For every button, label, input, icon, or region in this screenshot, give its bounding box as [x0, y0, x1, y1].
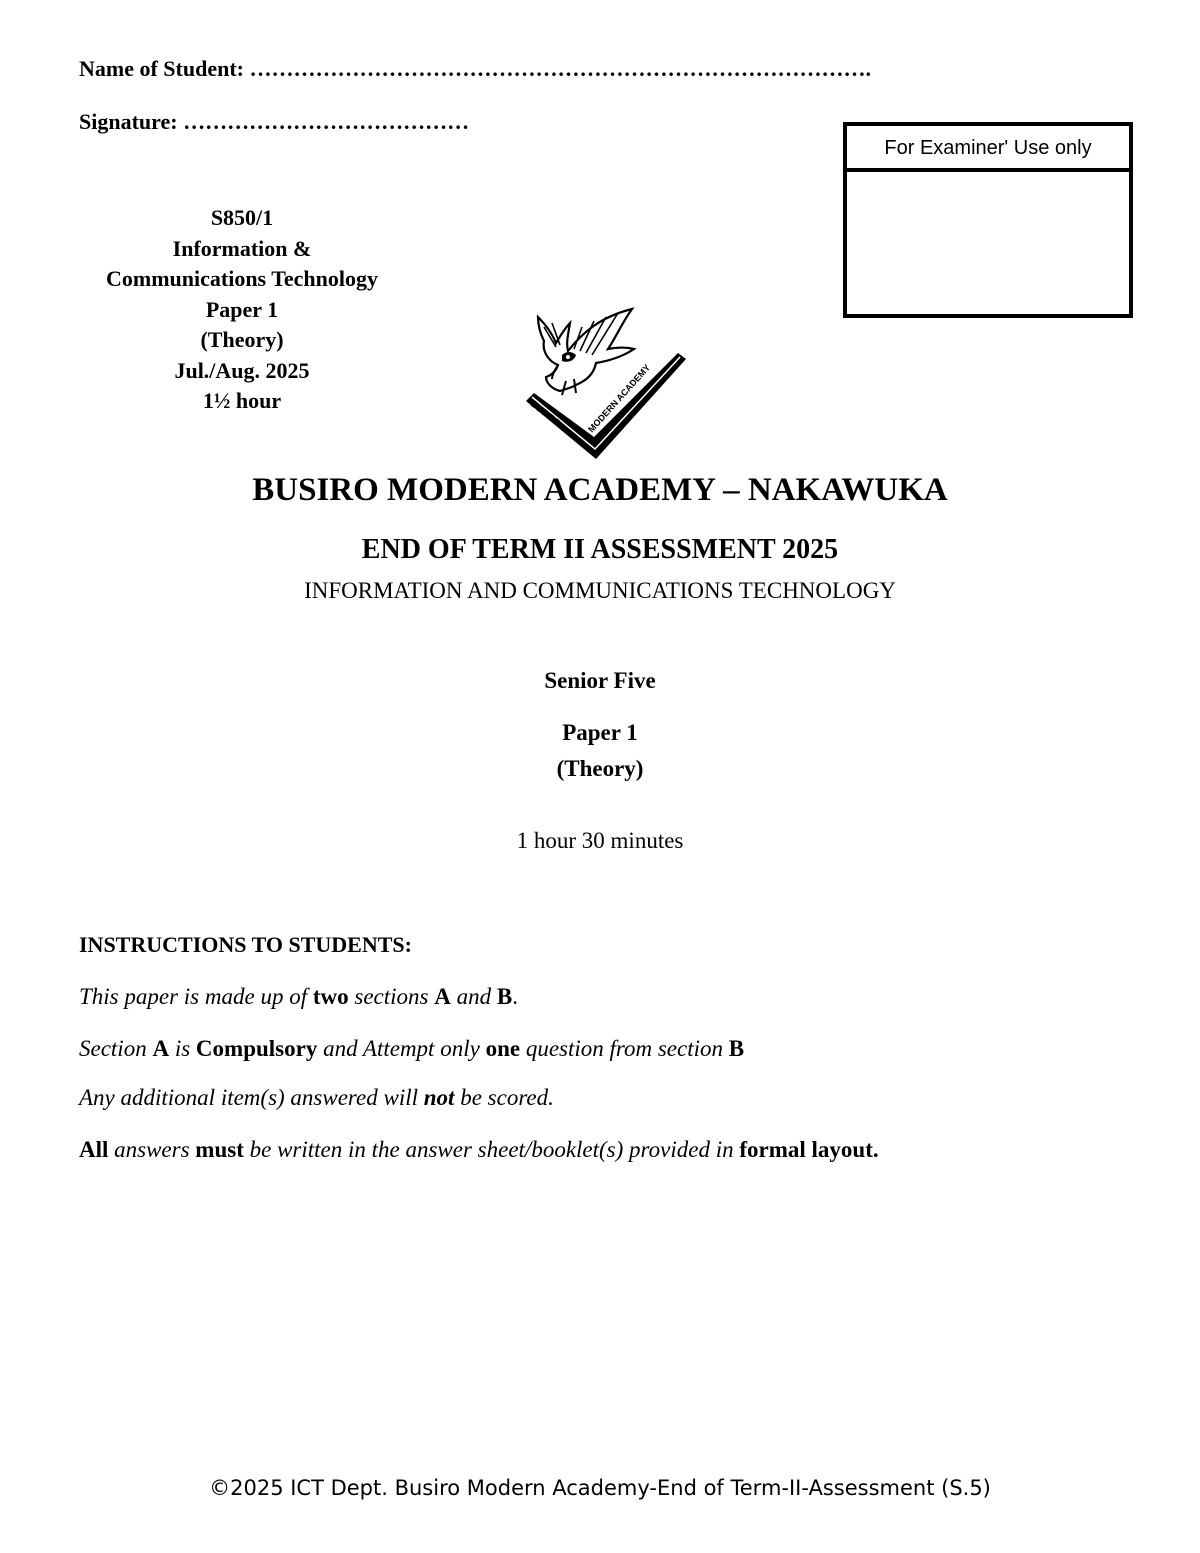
instr-text: be written in the answer sheet/booklet(s) provided in [249, 1137, 734, 1162]
instr-text: Section [79, 1036, 147, 1061]
eagle-crest-icon [522, 303, 692, 463]
instr-text: be scored. [460, 1085, 554, 1110]
instr-text: answers [114, 1137, 190, 1162]
paper-number-info: Paper 1 [205, 296, 279, 322]
instr-text: is [174, 1036, 191, 1061]
school-name: BUSIRO MODERN ACADEMY – NAKAWUKA [252, 472, 948, 508]
instr-text: sections [354, 984, 429, 1009]
paper-number: Paper 1 [562, 720, 638, 745]
instr-text: and Attempt only [323, 1036, 480, 1061]
instr-text: Any additional item(s) answered will [79, 1085, 419, 1110]
signature-field[interactable] [79, 109, 469, 135]
signature-dots: ………………………………… [183, 109, 470, 134]
paper-session: Jul./Aug. 2025 [174, 357, 310, 383]
paper-type: (Theory) [556, 756, 644, 781]
instr-text: . [512, 984, 518, 1009]
student-name-dots: …………………………………………………………………………. [249, 56, 871, 81]
instruction-line [79, 1036, 744, 1062]
instr-emphasis: not [423, 1085, 455, 1110]
subject-title: INFORMATION AND COMMUNICATIONS TECHNOLOGY [304, 578, 896, 603]
paper-subject-line2: Communications Technology [106, 266, 378, 291]
paper-duration-info: 1½ hour [202, 388, 282, 413]
instr-emphasis: B [728, 1036, 745, 1061]
instruction-line [79, 1137, 879, 1163]
examiner-use-label: For Examiner' Use only [847, 126, 1129, 172]
instruction-line [79, 1085, 554, 1111]
student-name-field[interactable] [79, 56, 871, 82]
instr-text: This paper is made up of [79, 984, 308, 1009]
instr-emphasis: All [79, 1137, 109, 1162]
paper-info-block [60, 203, 424, 417]
examiner-use-box [843, 122, 1133, 318]
examiner-score-area[interactable] [847, 172, 1129, 314]
exam-duration: 1 hour 30 minutes [516, 828, 684, 853]
instr-emphasis: must [195, 1137, 244, 1162]
class-level: Senior Five [544, 668, 656, 693]
instr-emphasis: B [496, 984, 513, 1009]
instruction-line [79, 984, 518, 1010]
instr-emphasis: A [434, 984, 451, 1009]
instr-emphasis: two [312, 984, 349, 1009]
signature-label: Signature: [79, 109, 178, 134]
paper-type-info: (Theory) [200, 327, 284, 352]
paper-subject-line1: Information & [172, 235, 312, 261]
page-footer: ©2025 ICT Dept. Busiro Modern Academy-End of Term-II-Assessment (S.5) [209, 1476, 991, 1500]
paper-code: S850/1 [210, 205, 274, 230]
svg-text:BUSIRO: BUSIRO [528, 398, 563, 429]
exam-title: END OF TERM II ASSESSMENT 2025 [361, 534, 839, 565]
instr-emphasis: A [152, 1036, 170, 1061]
instructions-heading: INSTRUCTIONS TO STUDENTS: [79, 932, 412, 957]
instr-text: and [456, 984, 492, 1009]
instr-text: question from section [525, 1036, 723, 1061]
instr-emphasis: one [485, 1036, 521, 1061]
school-logo [522, 303, 692, 463]
instr-emphasis: formal layout. [739, 1137, 879, 1162]
student-name-label: Name of Student: [79, 56, 244, 81]
svg-text:MODERN ACADEMY: MODERN ACADEMY [586, 362, 653, 435]
instr-emphasis: Compulsory [195, 1036, 318, 1061]
